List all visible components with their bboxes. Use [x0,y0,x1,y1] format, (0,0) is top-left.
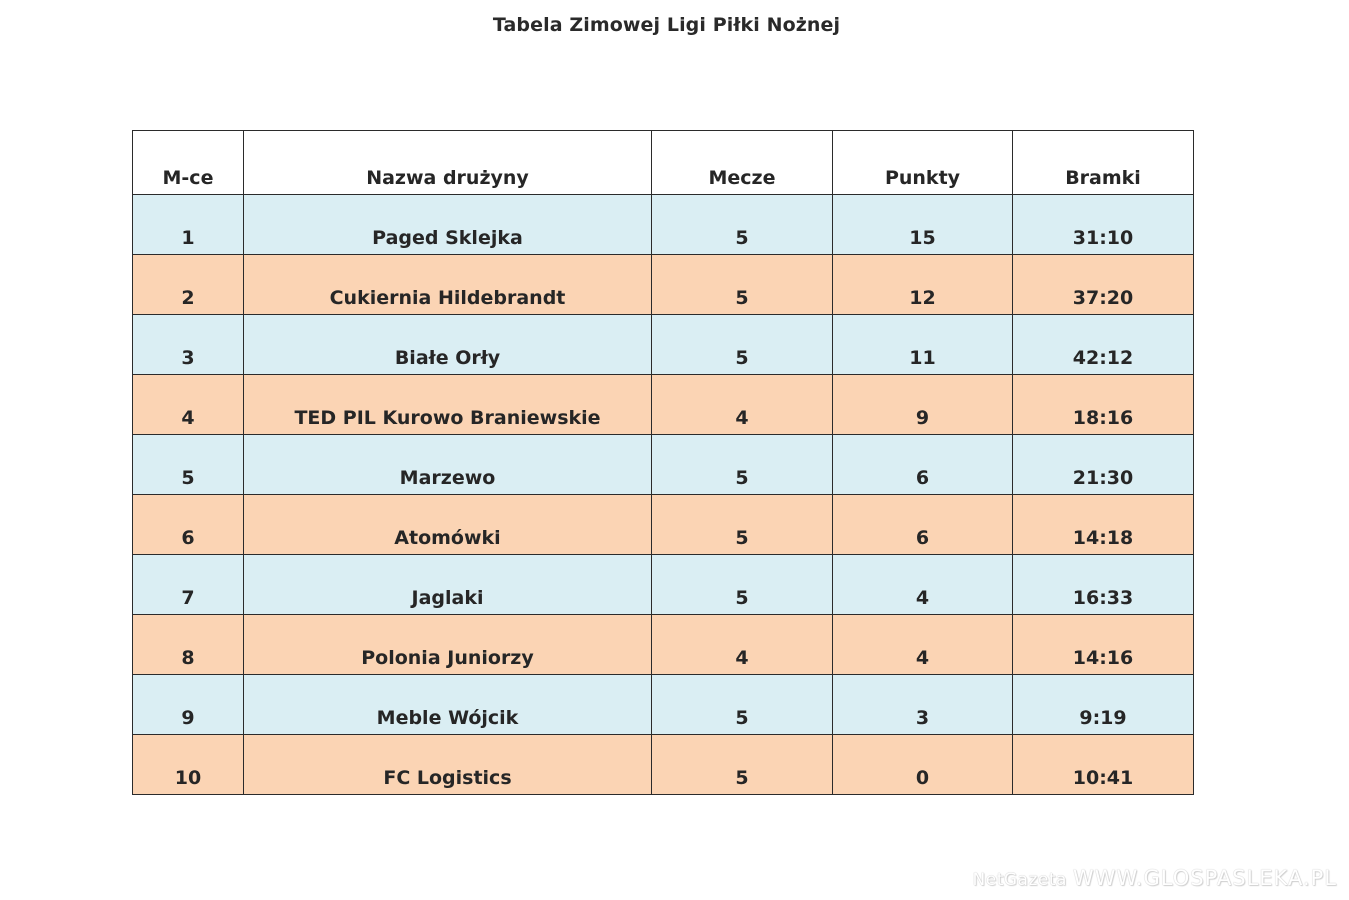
watermark-prefix: NetGazeta [972,870,1067,890]
table-row [133,435,1194,495]
cell-team-name: Atomówki [244,495,652,555]
cell-goals: 10:41 [1013,735,1194,795]
cell-team-name: Meble Wójcik [244,675,652,735]
cell-position: 5 [133,435,244,495]
cell-team-name: TED PIL Kurowo Braniewskie [244,375,652,435]
cell-points: 3 [833,675,1013,735]
cell-goals: 14:16 [1013,615,1194,675]
cell-points: 0 [833,735,1013,795]
cell-points: 9 [833,375,1013,435]
header-goals: Bramki [1013,131,1194,195]
watermark-site: WWW.GLOSPASLEKA.PL [1072,866,1337,890]
cell-points: 4 [833,615,1013,675]
cell-matches: 5 [652,435,833,495]
cell-matches: 5 [652,255,833,315]
header-position: M-ce [133,131,244,195]
cell-position: 3 [133,315,244,375]
cell-matches: 5 [652,555,833,615]
cell-goals: 14:18 [1013,495,1194,555]
cell-team-name: FC Logistics [244,735,652,795]
cell-team-name: Paged Sklejka [244,195,652,255]
cell-points: 15 [833,195,1013,255]
cell-position: 9 [133,675,244,735]
table-row [133,255,1194,315]
cell-team-name: Cukiernia Hildebrandt [244,255,652,315]
cell-position: 1 [133,195,244,255]
table-row [133,195,1194,255]
table-header [133,131,1194,195]
cell-points: 12 [833,255,1013,315]
cell-points: 6 [833,495,1013,555]
cell-matches: 5 [652,495,833,555]
cell-matches: 5 [652,735,833,795]
table-row [133,555,1194,615]
cell-team-name: Białe Orły [244,315,652,375]
cell-position: 2 [133,255,244,315]
cell-goals: 9:19 [1013,675,1194,735]
league-table [132,130,1194,795]
cell-goals: 37:20 [1013,255,1194,315]
table-body [133,195,1194,795]
cell-team-name: Marzewo [244,435,652,495]
table-row [133,615,1194,675]
cell-position: 10 [133,735,244,795]
table-row [133,495,1194,555]
table-row [133,735,1194,795]
cell-goals: 16:33 [1013,555,1194,615]
cell-matches: 5 [652,195,833,255]
cell-points: 6 [833,435,1013,495]
cell-goals: 18:16 [1013,375,1194,435]
watermark [973,866,1337,890]
cell-position: 6 [133,495,244,555]
cell-position: 7 [133,555,244,615]
cell-goals: 21:30 [1013,435,1194,495]
cell-position: 4 [133,375,244,435]
page-title: Tabela Zimowej Ligi Piłki Nożnej [492,14,841,36]
table-row [133,315,1194,375]
cell-position: 8 [133,615,244,675]
cell-team-name: Polonia Juniorzy [244,615,652,675]
cell-team-name: Jaglaki [244,555,652,615]
cell-points: 4 [833,555,1013,615]
cell-goals: 42:12 [1013,315,1194,375]
cell-matches: 4 [652,615,833,675]
cell-matches: 5 [652,315,833,375]
table-row [133,375,1194,435]
table-row [133,675,1194,735]
header-row [133,131,1194,195]
header-points: Punkty [833,131,1013,195]
cell-matches: 4 [652,375,833,435]
cell-matches: 5 [652,675,833,735]
cell-goals: 31:10 [1013,195,1194,255]
header-matches: Mecze [652,131,833,195]
header-team-name: Nazwa drużyny [244,131,652,195]
cell-points: 11 [833,315,1013,375]
